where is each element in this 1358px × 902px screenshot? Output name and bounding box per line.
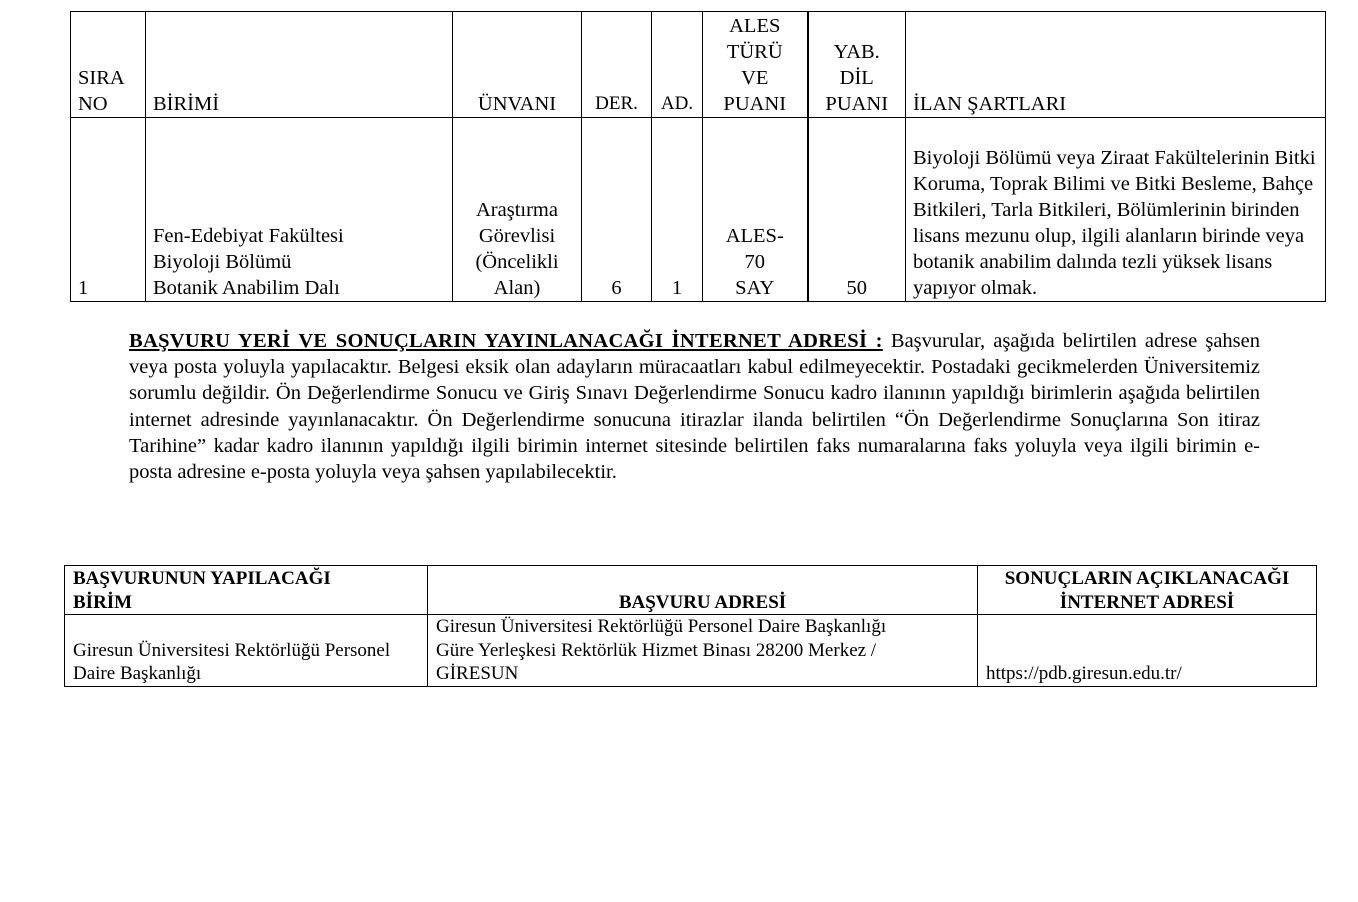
cell-basvuru-adresi: Giresun Üniversitesi Rektörlüğü Personel Daire Başkanlığı Güre Yerleşkesi Rektörlük Hizmet Binası 28200 Merkez / GİRESUN — [428, 615, 978, 687]
results-website-link[interactable]: https://pdb.giresun.edu.tr/ — [978, 615, 1317, 687]
header-basvuru-adresi: BAŞVURU ADRESİ — [428, 566, 978, 615]
table-row — [65, 615, 1317, 687]
posting-table — [70, 11, 1326, 302]
header-der: DER. — [582, 12, 652, 118]
header-internet-adresi: SONUÇLARIN AÇIKLANACAĞI İNTERNET ADRESİ — [978, 566, 1317, 615]
cell-sira-no: 1 — [71, 118, 146, 302]
table-header-row — [65, 566, 1317, 615]
table-header-row — [71, 12, 1326, 118]
application-notice — [129, 328, 1260, 485]
cell-birimi: Fen-Edebiyat Fakültesi Biyoloji Bölümü Botanik Anabilim Dalı — [146, 118, 453, 302]
header-ilan-sartlari: İLAN ŞARTLARI — [906, 12, 1326, 118]
table-row — [71, 118, 1326, 302]
header-unvani: ÜNVANI — [453, 12, 582, 118]
cell-basvuru-birim: Giresun Üniversitesi Rektörlüğü Personel Daire Başkanlığı — [65, 615, 428, 687]
notice-heading: BAŞVURU YERİ VE SONUÇLARIN YAYINLANACAĞI İNTERNET ADRESİ : — [129, 330, 883, 352]
application-address-table — [64, 565, 1317, 687]
header-ales: ALES TÜRÜ VE PUANI — [703, 12, 808, 118]
header-yab-dil: YAB. DİL PUANI — [808, 12, 906, 118]
header-basvuru-birim: BAŞVURUNUN YAPILACAĞI BİRİM — [65, 566, 428, 615]
cell-ilan-sartlari: Biyoloji Bölümü veya Ziraat Fakültelerinin Bitki Koruma, Toprak Bilimi ve Bitki Besleme, Bahçe Bitkileri, Tarla Bitkileri, Bölümlerinin birinden lisans mezunu olup, ilgili alanların birinde veya botanik anabilim dalında tezli yüksek lisans yapıyor olmak. — [906, 118, 1326, 302]
cell-ad: 1 — [652, 118, 703, 302]
header-birimi: BİRİMİ — [146, 12, 453, 118]
notice-body: Başvurular, aşağıda belirtilen adrese şahsen veya posta yoluyla yapılacaktır. Belgesi eksik olan adayların müracaatları kabul edilmeyecektir. Postadaki gecikmelerden Üniversitemiz sorumlu değildir. Ön Değerlendirme Sonucu ve Giriş Sınavı Değerlendirme Sonucu kadro ilanının yapıldığı birimlerin aşağıda belirtilen internet adresinde yayınlanacaktır. Ön Değerlendirme sonucuna itirazlar ilanda belirtilen “Ön Değerlendirme Sonuçlarına Son itiraz Tarihine” kadar kadro ilanının yapıldığı ilgili birimin internet sitesinde belirtilen faks numaralarına faks yoluyla veya ilgili birimin e-posta adresine e-posta yoluyla veya şahsen yapılabilecektir. — [129, 330, 1261, 484]
header-ad: AD. — [652, 12, 703, 118]
header-sira-no: SIRA NO — [71, 12, 146, 118]
cell-unvani: Araştırma Görevlisi (Öncelikli Alan) — [453, 118, 582, 302]
cell-yab-dil: 50 — [808, 118, 906, 302]
cell-ales: ALES- 70 SAY — [703, 118, 808, 302]
cell-der: 6 — [582, 118, 652, 302]
